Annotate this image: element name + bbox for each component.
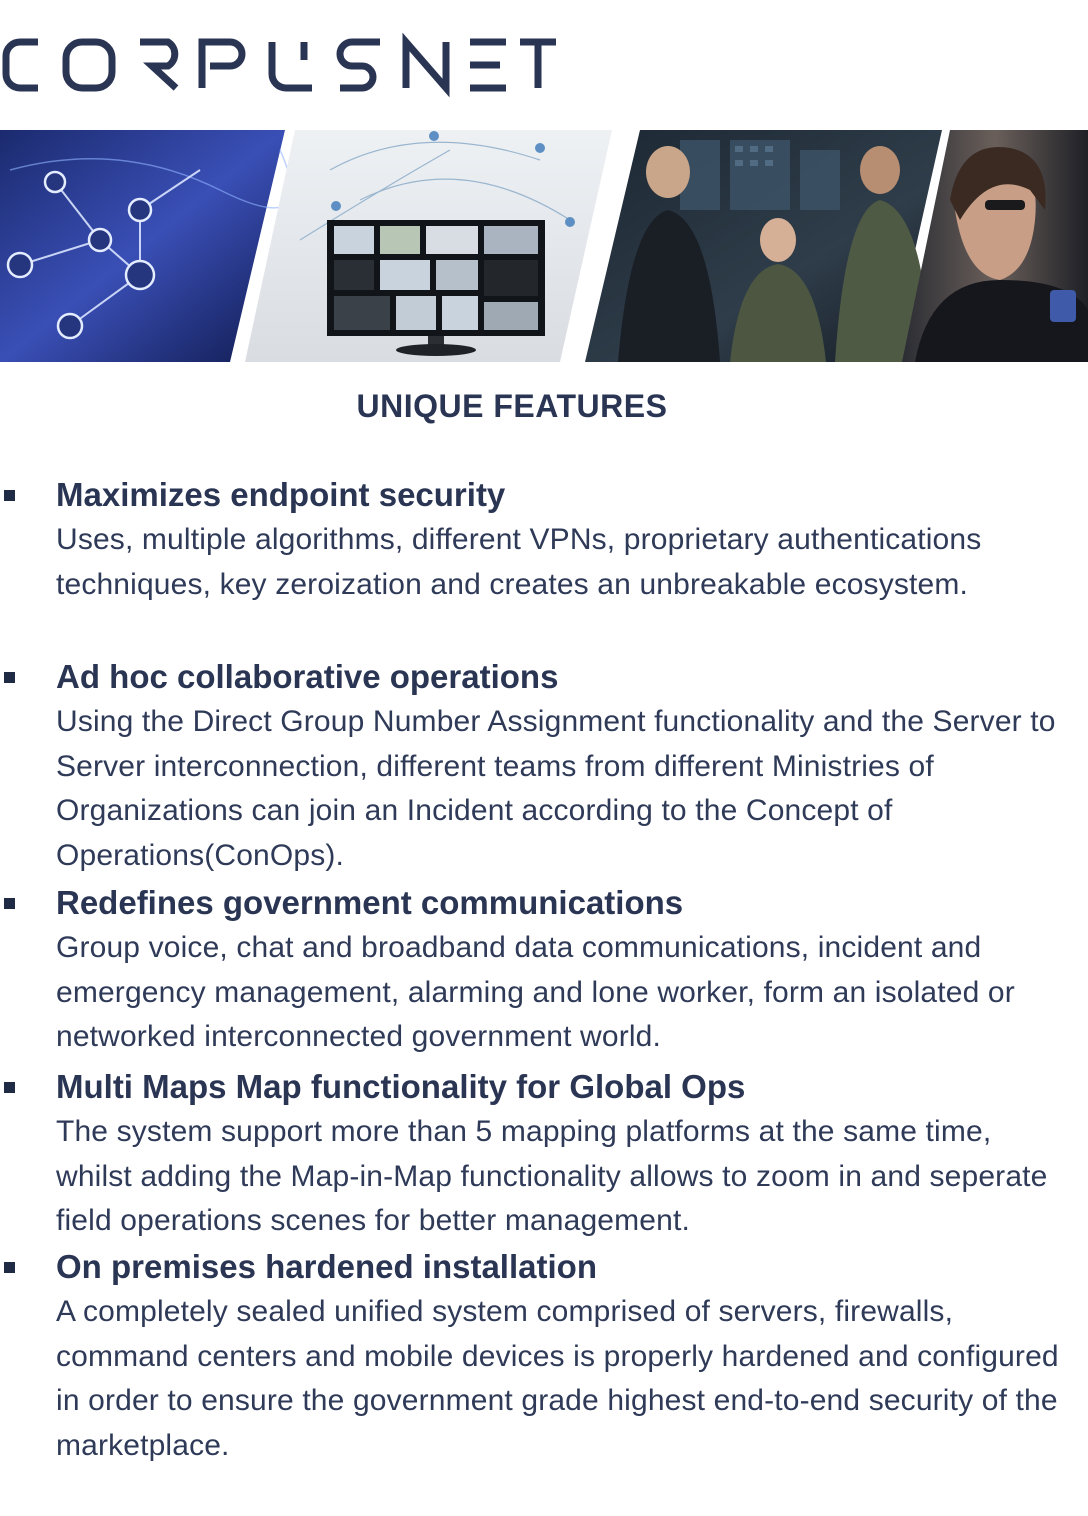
feature-list xyxy=(0,472,1088,1470)
feature-description: The system support more than 5 mapping platforms at the same time, whilst adding the Map-in-Map functionality allows to zoom in and seperate field operations scenes for better management. xyxy=(56,1115,1048,1237)
bullet-icon xyxy=(4,490,15,501)
feature-item xyxy=(0,880,1088,1064)
section-heading: UNIQUE FEATURES xyxy=(356,388,668,424)
header-banner xyxy=(0,130,1088,362)
bullet-icon xyxy=(4,1082,15,1093)
monitor-map-image xyxy=(245,130,612,362)
feature-title: Maximizes endpoint security xyxy=(56,476,506,513)
feature-item xyxy=(0,654,1088,880)
feature-description: Uses, multiple algorithms, different VPNs, proprietary authentications techniques, key zeroization and creates an unbreakable ecosystem. xyxy=(56,523,982,601)
control-room-image xyxy=(585,130,942,362)
corpusnet-logo xyxy=(0,30,560,100)
bullet-icon xyxy=(4,898,15,909)
feature-item xyxy=(0,1244,1088,1470)
feature-title: Ad hoc collaborative operations xyxy=(56,658,559,695)
feature-title: Multi Maps Map functionality for Global Ops xyxy=(56,1068,746,1105)
feature-title: On premises hardened installation xyxy=(56,1248,597,1285)
bullet-icon xyxy=(4,672,15,683)
feature-description: Group voice, chat and broadband data communications, incident and emergency management, alarming and lone worker, form an isolated or networked interconnected government world. xyxy=(56,931,1015,1053)
feature-item xyxy=(0,1064,1088,1244)
network-globe-image xyxy=(0,130,291,362)
feature-title: Redefines government communications xyxy=(56,884,684,921)
feature-item xyxy=(0,472,1088,654)
bullet-icon xyxy=(4,1262,15,1273)
feature-description: A completely sealed unified system comprised of servers, firewalls, command centers and mobile devices is properly hardened and configured in order to ensure the government grade highest end-to-end security of the marketplace. xyxy=(56,1295,1059,1462)
feature-description: Using the Direct Group Number Assignment functionality and the Server to Server interconnection, different teams from different Ministries of Organizations can join an Incident according to the Concept of Operations(ConOps). xyxy=(56,705,1056,872)
